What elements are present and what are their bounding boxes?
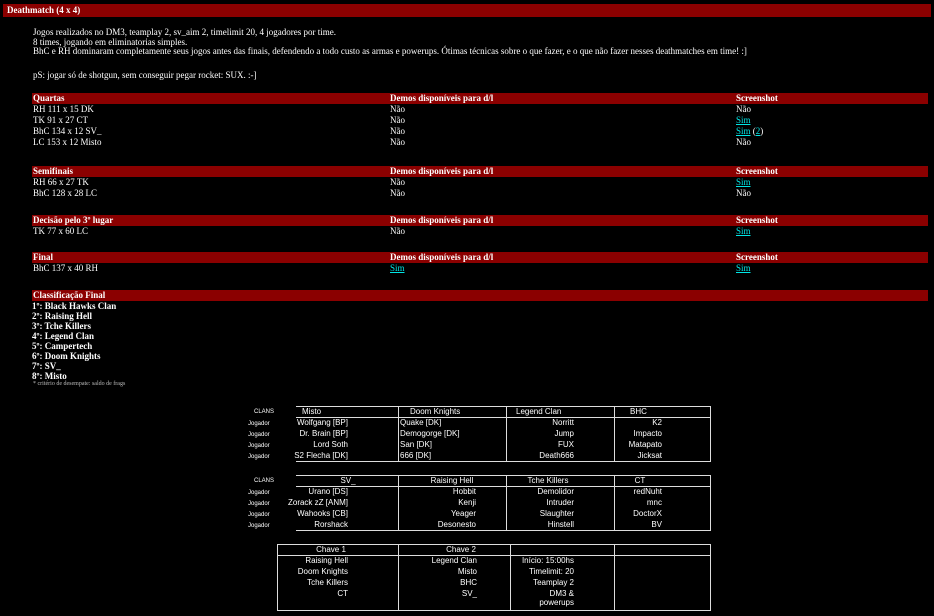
chave-team: Raising Hell [305, 556, 348, 565]
team-header: Doom Knights [410, 407, 461, 416]
player-row-label: Jogador [248, 490, 270, 496]
classification-item: 1º: Black Hawks Clan [32, 301, 117, 311]
screenshot-link[interactable]: Sim [736, 177, 751, 187]
intro-line: Jogos realizados no DM3, teamplay 2, sv_aim 2, timelimit 20, 4 jogadores por time. [33, 27, 336, 37]
match-row [32, 126, 928, 137]
player-name: 666 [DK] [400, 451, 432, 460]
section-header [32, 93, 928, 104]
table-border-right [710, 406, 711, 462]
table-border-right [710, 544, 711, 611]
player-name: Slaughter [539, 509, 574, 518]
team-header: Misto [302, 407, 322, 416]
section-header [32, 252, 928, 263]
classification-item: 4º: Legend Clan [32, 331, 94, 341]
intro-text [33, 28, 913, 57]
player-name: Hobbit [452, 487, 476, 496]
team-header: Tche Killers [527, 476, 569, 485]
player-name: Kenji [458, 498, 476, 507]
demos-column-header: Demos disponíveis para d/l [390, 93, 494, 103]
match-result: TK 91 x 27 CT [33, 115, 88, 125]
screenshot-link[interactable]: Sim [736, 263, 751, 273]
screenshot-link[interactable]: Sim [736, 126, 751, 136]
player-name: Wahooks [CB] [297, 509, 348, 518]
demos-cell: Não [390, 126, 405, 136]
demos-cell: Não [390, 188, 405, 198]
match-row [32, 188, 928, 199]
match-row [32, 115, 928, 126]
player-name: Lord Soth [313, 440, 348, 449]
screenshot-column-header: Screenshot [736, 93, 778, 103]
clans-label: CLANS [254, 409, 275, 415]
section-title: Final [33, 252, 54, 262]
chave-team: Tche Killers [307, 578, 348, 587]
player-name: redNuht [633, 487, 662, 496]
intro-line: 8 times, jogando em eliminatorias simples. [33, 36, 188, 47]
page-title: Deathmatch (4 x 4) [7, 5, 81, 15]
ps-note: pS: jogar só de shotgun, sem conseguir pegar rocket: SUX. :-] [33, 70, 257, 80]
demos-cell: Não [390, 177, 405, 187]
player-row-label: Jogador [248, 454, 270, 460]
classification-item: 5º: Campertech [32, 341, 93, 351]
team-header: BHC [630, 407, 647, 416]
player-name: Wolfgang [BP] [297, 418, 348, 427]
player-name: Rorshack [314, 520, 348, 529]
chave-team: CT [337, 589, 348, 598]
player-name: Jump [554, 429, 574, 438]
player-name: Urano [DS] [308, 487, 348, 496]
intro-line: BhC e RH dominaram completamente seus jogos antes das finais, defendendo a todo custo as armas e powerups. Ótimas técnicas sobre o que fazer, e o que não fazer nesses deathmatches em time! :] [33, 46, 747, 56]
match-result: BhC 128 x 28 LC [33, 188, 98, 198]
match-info: DM3 & [549, 589, 574, 598]
screenshot-cell: Sim (2) [736, 126, 764, 136]
demos-column-header: Demos disponíveis para d/l [390, 252, 494, 262]
screenshot-cell [736, 226, 751, 237]
screenshot-link-2[interactable]: 2 [755, 126, 761, 136]
table-border-bottom [277, 610, 710, 611]
demos-cell: Não [390, 115, 405, 125]
player-row-label: Jogador [248, 512, 270, 518]
screenshot-link[interactable]: Sim [736, 115, 751, 125]
demos-cell: Não [390, 104, 405, 114]
screenshot-cell: Não [736, 104, 751, 114]
match-result: BhC 137 x 40 RH [33, 263, 99, 273]
player-name: BV [651, 520, 662, 529]
classification-item: 2º: Raising Hell [32, 311, 92, 321]
player-name: S2 Flecha [DK] [294, 451, 348, 460]
player-name: Desonesto [437, 520, 476, 529]
match-info: Início: 15:00hs [521, 556, 574, 565]
match-row [32, 263, 928, 274]
screenshot-cell [736, 177, 751, 188]
chave-team: BHC [460, 578, 477, 587]
demos-link[interactable]: Sim [390, 263, 405, 273]
match-result: LC 153 x 12 Misto [33, 137, 102, 147]
player-row-label: Jogador [248, 523, 270, 529]
table-column-divider [614, 544, 615, 611]
screenshot-column-header: Screenshot [736, 252, 778, 262]
classification-item: 8º: Misto [32, 371, 67, 381]
player-name: San [DK] [400, 440, 433, 449]
footnote: * critério de desempate: saldo de frags [33, 381, 126, 387]
player-row-label: Jogador [248, 421, 270, 427]
screenshot-cell [736, 263, 751, 274]
demos-column-header: Demos disponíveis para d/l [390, 166, 494, 176]
chave-header: Chave 2 [446, 545, 476, 554]
player-name: Dr. Brain [BP] [299, 429, 348, 438]
player-name: FUX [558, 440, 574, 449]
table-border-bottom [296, 530, 710, 531]
demos-cell [390, 263, 405, 274]
results-section [32, 166, 928, 199]
section-title: Quartas [33, 93, 65, 103]
match-info: powerups [539, 598, 574, 607]
chave-header: Chave 1 [316, 545, 346, 554]
classification-item: 6º: Doom Knights [32, 351, 101, 361]
table-border-right [710, 475, 711, 531]
player-name: Zorack zZ [ANM] [287, 498, 348, 507]
demos-column-header: Demos disponíveis para d/l [390, 215, 494, 225]
player-name: Yeager [450, 509, 476, 518]
match-row [32, 137, 928, 148]
screenshot-cell: Não [736, 137, 751, 147]
match-result: RH 111 x 15 DK [33, 104, 94, 114]
demos-cell: Não [390, 226, 405, 236]
player-name: Death666 [539, 451, 574, 460]
player-name: Jicksat [637, 451, 662, 460]
match-info: Teamplay 2 [533, 578, 574, 587]
classification-header [32, 290, 928, 301]
classification-title: Classificação Final [33, 290, 106, 300]
match-info: Timelimit: 20 [528, 567, 574, 576]
chave-team: SV_ [461, 589, 477, 598]
classification [32, 290, 117, 381]
screenshot-cell [736, 115, 751, 126]
player-name: Impacto [633, 429, 662, 438]
player-name: K2 [652, 418, 662, 427]
demos-cell: Não [390, 137, 405, 147]
team-header: CT [634, 476, 646, 485]
match-row [32, 226, 928, 237]
player-row-label: Jogador [248, 443, 270, 449]
results-section [32, 93, 928, 148]
player-name: Demolidor [537, 487, 574, 496]
results-section [32, 252, 928, 274]
player-name: Norritt [552, 418, 574, 427]
classification-item: 3º: Tche Killers [32, 321, 91, 331]
section-title: Semifinais [33, 166, 74, 176]
player-row-label: Jogador [248, 501, 270, 507]
chave-team: Doom Knights [297, 567, 348, 576]
player-name: Demogorge [DK] [400, 429, 460, 438]
match-result: RH 66 x 27 TK [33, 177, 89, 187]
screenshot-column-header: Screenshot [736, 215, 778, 225]
table-border-bottom [296, 461, 710, 462]
title-bar [3, 4, 931, 17]
chave-team: Legend Clan [431, 556, 477, 565]
chave-team: Misto [457, 567, 477, 576]
results-section [32, 215, 928, 237]
match-row [32, 177, 928, 188]
clans-label: CLANS [254, 478, 275, 484]
table-border-top [296, 406, 710, 407]
player-name: Quake [DK] [400, 418, 442, 427]
team-header: Legend Clan [516, 407, 562, 416]
screenshot-column-header: Screenshot [736, 166, 778, 176]
section-title: Decisão pelo 3º lugar [33, 215, 114, 225]
match-result: TK 77 x 60 LC [33, 226, 88, 236]
player-name: Intruder [546, 498, 574, 507]
player-name: Matapato [628, 440, 662, 449]
section-header [32, 215, 928, 226]
team-header: Raising Hell [430, 476, 474, 485]
section-header [32, 166, 928, 177]
classification-item: 7º: SV_ [32, 361, 61, 371]
match-row [32, 104, 928, 115]
table-column-divider [398, 406, 399, 462]
player-name: DoctorX [633, 509, 662, 518]
player-name: mnc [646, 498, 662, 507]
match-result: BhC 134 x 12 SV_ [33, 126, 102, 136]
player-name: Hinstell [547, 520, 574, 529]
screenshot-cell: Não [736, 188, 751, 198]
screenshot-link[interactable]: Sim [736, 226, 751, 236]
player-row-label: Jogador [248, 432, 270, 438]
team-header: SV_ [340, 476, 356, 485]
